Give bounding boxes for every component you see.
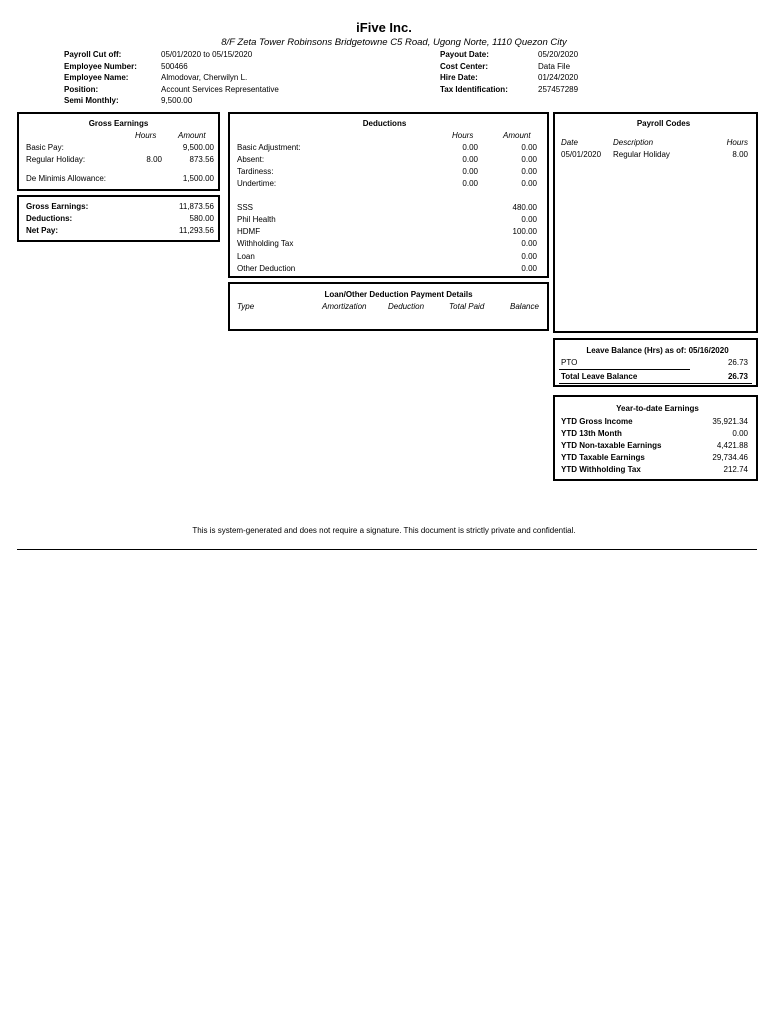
company-address: 8/F Zeta Tower Robinsons Bridgetowne C5 Road, Ugong Norte, 1110 Quezon City [221,37,567,48]
ytd-row [555,454,756,464]
deduction-row-label: Other Deduction [237,264,296,273]
ytd-row-value: 4,421.88 [716,441,748,450]
gross-earnings-col-hours: Hours [135,131,157,140]
deduction-row-amount: 100.00 [512,227,537,236]
info-label-position: Position: [64,85,99,94]
leave-balance-label: PTO [561,358,578,367]
deduction-row-amount: 0.00 [521,155,537,164]
deduction-row-amount: 0.00 [521,215,537,224]
deduction-row-amount: 0.00 [521,239,537,248]
summary-row-label: Gross Earnings: [26,202,89,211]
leave-balance-value: 26.73 [727,358,748,367]
gross-earnings-row [19,156,218,166]
deduction-row-label: Phil Health [237,215,276,224]
deduction-row [230,156,547,166]
ytd-row-value: 212.74 [723,465,748,474]
footer-divider [17,549,757,550]
deduction-row-amount: 0.00 [521,179,537,188]
payroll-code-date: 05/01/2020 [561,150,602,159]
info-value-hire-date: 01/24/2020 [538,73,579,82]
leave-balance-total-value: 26.73 [727,372,748,381]
company-name: iFive Inc. [356,20,412,35]
deduction-row-label: Undertime: [237,179,277,188]
payroll-codes-col-hours: Hours [726,138,748,147]
deduction-row-hours: 0.00 [462,179,478,188]
info-value-tax-id: 257457289 [538,85,579,94]
gross-earnings-row-label: Regular Holiday: [26,155,86,164]
deduction-row-hours: 0.00 [462,167,478,176]
gross-earnings-title: Gross Earnings [88,119,149,128]
deduction-row-amount: 480.00 [512,203,537,212]
deduction-row-label: HDMF [237,227,261,236]
ytd-row-label: YTD Withholding Tax [561,465,641,474]
deduction-row [230,216,547,226]
deduction-row-amount: 0.00 [521,264,537,273]
info-value-payout-date: 05/20/2020 [538,50,579,59]
ytd-row-label: YTD Taxable Earnings [561,453,645,462]
info-label-cutoff: Payroll Cut off: [64,50,122,59]
leave-balance-total-row [555,373,756,383]
info-label-semi-monthly: Semi Monthly: [64,96,119,105]
leave-balance-title: Leave Balance (Hrs) as of: 05/16/2020 [586,346,729,355]
summary-row [19,203,218,213]
info-value-employee-name: Almodovar, Cherwilyn L. [161,73,248,82]
deduction-row-amount: 0.00 [521,252,537,261]
deductions-box [228,112,549,278]
summary-row-value: 11,873.56 [179,202,214,211]
info-label-cost-center: Cost Center: [440,62,489,71]
deduction-row-label: Tardiness: [237,167,274,176]
gross-earnings-col-amount: Amount [178,131,206,140]
deduction-row-label: Basic Adjustment: [237,143,301,152]
leave-balance-total-label: Total Leave Balance [561,372,638,381]
loan-details-box [228,282,549,331]
payroll-code-description: Regular Holiday [613,150,670,159]
deduction-row [230,168,547,178]
gross-earnings-row [19,175,218,185]
payroll-codes-title: Payroll Codes [636,119,691,128]
info-label-employee-number: Employee Number: [64,62,137,71]
deduction-row [230,228,547,238]
deduction-row-label: Loan [237,252,255,261]
gross-earnings-box [17,112,220,191]
info-value-semi-monthly: 9,500.00 [161,96,193,105]
deduction-row [230,180,547,190]
leave-balance-box [553,338,758,387]
info-value-position: Account Services Representative [161,85,279,94]
info-value-cost-center: Data File [538,62,571,71]
payroll-codes-col-date: Date [561,138,578,147]
info-label-hire-date: Hire Date: [440,73,478,82]
deduction-row-amount: 0.00 [521,167,537,176]
deduction-row-hours: 0.00 [462,143,478,152]
summary-row-label: Deductions: [26,214,73,223]
info-value-employee-number: 500466 [161,62,188,71]
gross-earnings-row-amount: 9,500.00 [182,143,214,152]
loan-details-col-type: Type [237,302,255,311]
info-label-payout-date: Payout Date: [440,50,489,59]
deduction-row [230,240,547,250]
footer-note: This is system-generated and does not require a signature. This document is strictly private and confidential. [192,526,576,535]
deductions-col-hours: Hours [452,131,474,140]
deduction-row-amount: 0.00 [521,143,537,152]
summary-row [19,215,218,225]
ytd-row [555,430,756,440]
ytd-row-label: YTD 13th Month [561,429,622,438]
ytd-row [555,442,756,452]
payroll-code-hours: 8.00 [732,150,748,159]
gross-earnings-row-amount: 1,500.00 [182,174,214,183]
payroll-codes-box [553,112,758,333]
loan-details-col-balance: Balance [510,302,539,311]
summary-row-value: 580.00 [189,214,214,223]
gross-earnings-row-label: Basic Pay: [26,143,64,152]
ytd-title: Year-to-date Earnings [616,404,699,413]
deductions-title: Deductions [362,119,407,128]
loan-details-col-amortization: Amortization [322,302,367,311]
deductions-col-amount: Amount [503,131,531,140]
ytd-row-value: 29,734.46 [712,453,748,462]
info-label-tax-id: Tax Identification: [440,85,508,94]
ytd-row [555,418,756,428]
summary-row-value: 11,293.56 [179,226,214,235]
ytd-row-value: 0.00 [732,429,748,438]
info-label-employee-name: Employee Name: [64,73,129,82]
ytd-row-value: 35,921.34 [712,417,748,426]
ytd-earnings-box [553,395,758,481]
deduction-row-label: Withholding Tax [237,239,294,248]
gross-earnings-row-label: De Minimis Allowance: [26,174,107,183]
deduction-row-label: Absent: [237,155,265,164]
deduction-row [230,265,547,275]
deduction-row [230,204,547,214]
loan-details-col-deduction: Deduction [388,302,425,311]
gross-earnings-row [19,144,218,154]
gross-earnings-row-hours: 8.00 [146,155,162,164]
summary-row-label: Net Pay: [26,226,59,235]
deduction-row-hours: 0.00 [462,155,478,164]
payroll-codes-col-description: Description [613,138,654,147]
payroll-code-row [555,151,756,161]
ytd-row-label: YTD Gross Income [561,417,633,426]
ytd-row-label: YTD Non-taxable Earnings [561,441,662,450]
deduction-row [230,144,547,154]
leave-balance-row [555,359,756,369]
deduction-row [230,253,547,263]
loan-details-col-total-paid: Total Paid [449,302,485,311]
info-value-cutoff: 05/01/2020 to 05/15/2020 [161,50,253,59]
deduction-row-label: SSS [237,203,254,212]
leave-balance-divider [559,369,690,370]
pay-summary-box [17,195,220,242]
loan-details-title: Loan/Other Deduction Payment Details [324,290,473,299]
leave-balance-underline [559,383,752,384]
summary-row [19,227,218,237]
ytd-row [555,466,756,476]
gross-earnings-row-amount: 873.56 [189,155,214,164]
